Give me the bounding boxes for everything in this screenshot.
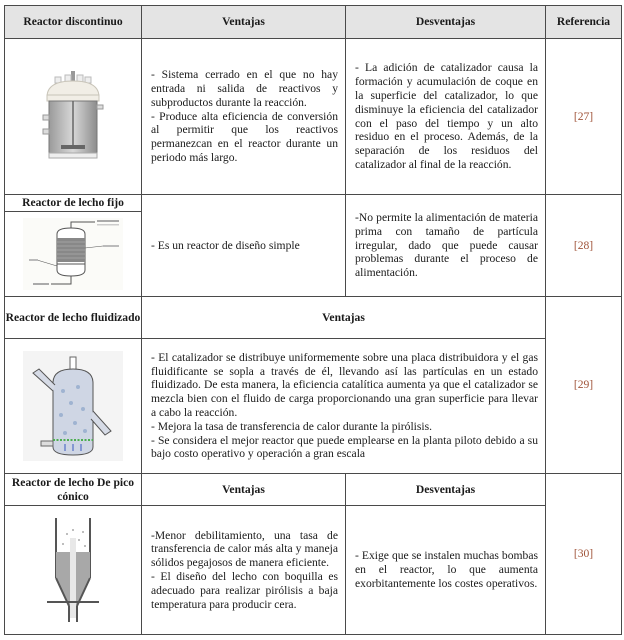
desventajas-cell	[346, 506, 546, 635]
table-row	[5, 195, 622, 212]
header-referencia: Referencia	[546, 6, 622, 39]
reference-link[interactable]: [29]	[546, 297, 622, 474]
table-row	[5, 339, 622, 474]
reactor-name	[5, 297, 142, 339]
header-desventajas: Desventajas	[346, 6, 546, 39]
reference-link[interactable]: [30]	[546, 474, 622, 635]
fluidized-bed-reactor-diagram-icon	[23, 351, 123, 461]
desventaja-item: - La adición de catalizador causa la formación y acumulación de coque en la superficie del catalizador, lo que disminuye la eficiencia del catalizador con el paso del tiempo y un alto residuo en el proceso. Además, de la separación de los residuos del catalizador al final de la reacción.	[355, 61, 538, 171]
conical-bed-image-cell	[5, 506, 142, 635]
conical-spouted-bed-reactor-diagram-icon	[43, 514, 103, 626]
ventaja-item: - Produce alta eficiencia de conversión al permitir que los reactivos permanezcan en el reactor durante un periodo más largo.	[151, 109, 338, 164]
desventajas-cell	[346, 39, 546, 195]
ventajas-subheader: Ventajas	[142, 474, 346, 506]
header-reactor-discontinuo: Reactor discontinuo	[5, 6, 142, 39]
ventajas-cell	[142, 195, 346, 297]
desventaja-item: -No permite la alimentación de materia prima con tamaño de partícula irregular, dado que puede causar problemas durante el proceso de alimentación.	[355, 211, 538, 280]
ventaja-item: - El diseño del lecho con boquilla es adecuado para realizar pirólisis a baja temperatura para producir cera.	[151, 570, 338, 611]
table-row	[5, 474, 622, 506]
desventajas-subheader: Desventajas	[346, 474, 546, 506]
reactor-name: Reactor de lecho De pico cónico	[5, 474, 142, 506]
reference-link[interactable]: [27]	[546, 39, 622, 195]
ventajas-cell	[142, 39, 346, 195]
fluidized-bed-image-cell	[5, 339, 142, 474]
fixed-bed-image-cell	[5, 212, 142, 297]
ventaja-item: - Es un reactor de diseño simple	[151, 238, 300, 252]
desventajas-cell	[346, 195, 546, 297]
table-header-row	[5, 6, 622, 39]
ventaja-item: - El catalizador se distribuye uniformemente sobre una placa distribuidora y el gas fluidificante se sopla a través de él, llevando así las partículas en un estado fluidizado. De esta manera, la eficiencia catalítica aumenta ya que el catalizador se mezcla bien con el fluido de carga proporcionando una gran superficie para llevar a cabo la reacción.	[151, 350, 538, 419]
table-row	[5, 506, 622, 635]
batch-reactor-image-cell	[5, 39, 142, 195]
batch-reactor-image-icon	[41, 69, 105, 165]
fixed-bed-reactor-diagram-icon	[23, 218, 123, 290]
reactor-comparison-table	[4, 5, 622, 635]
ventaja-item: - Sistema cerrado en el que no hay entrada ni salida de reactivos y subproductos durante la reacción.	[151, 68, 338, 109]
reactor-name: Reactor de lecho fijo	[5, 195, 142, 212]
header-ventajas: Ventajas	[142, 6, 346, 39]
ventaja-item: - Mejora la tasa de transferencia de calor durante la pirólisis.	[151, 419, 433, 433]
ventajas-subheader: Ventajas	[142, 297, 546, 339]
table-row	[5, 297, 622, 339]
reference-link[interactable]: [28]	[546, 195, 622, 297]
ventaja-item: -Menor debilitamiento, una tasa de transferencia de calor más alta y maneja sólidos pegajosos de manera eficiente.	[151, 528, 338, 570]
desventaja-item: - Exige que se instalen muchas bombas en el reactor, lo que aumenta exorbitantemente los costes operativos.	[355, 549, 538, 590]
reactor-name-text: Reactor de lecho fluidizado	[5, 310, 141, 324]
ventaja-item: - Se considera el mejor reactor que puede emplearse en la planta piloto debido a su bajo costo operativo y operación a gran escala	[151, 433, 538, 461]
ventajas-cell	[142, 506, 346, 635]
table-row	[5, 39, 622, 195]
ventajas-cell	[142, 339, 546, 474]
